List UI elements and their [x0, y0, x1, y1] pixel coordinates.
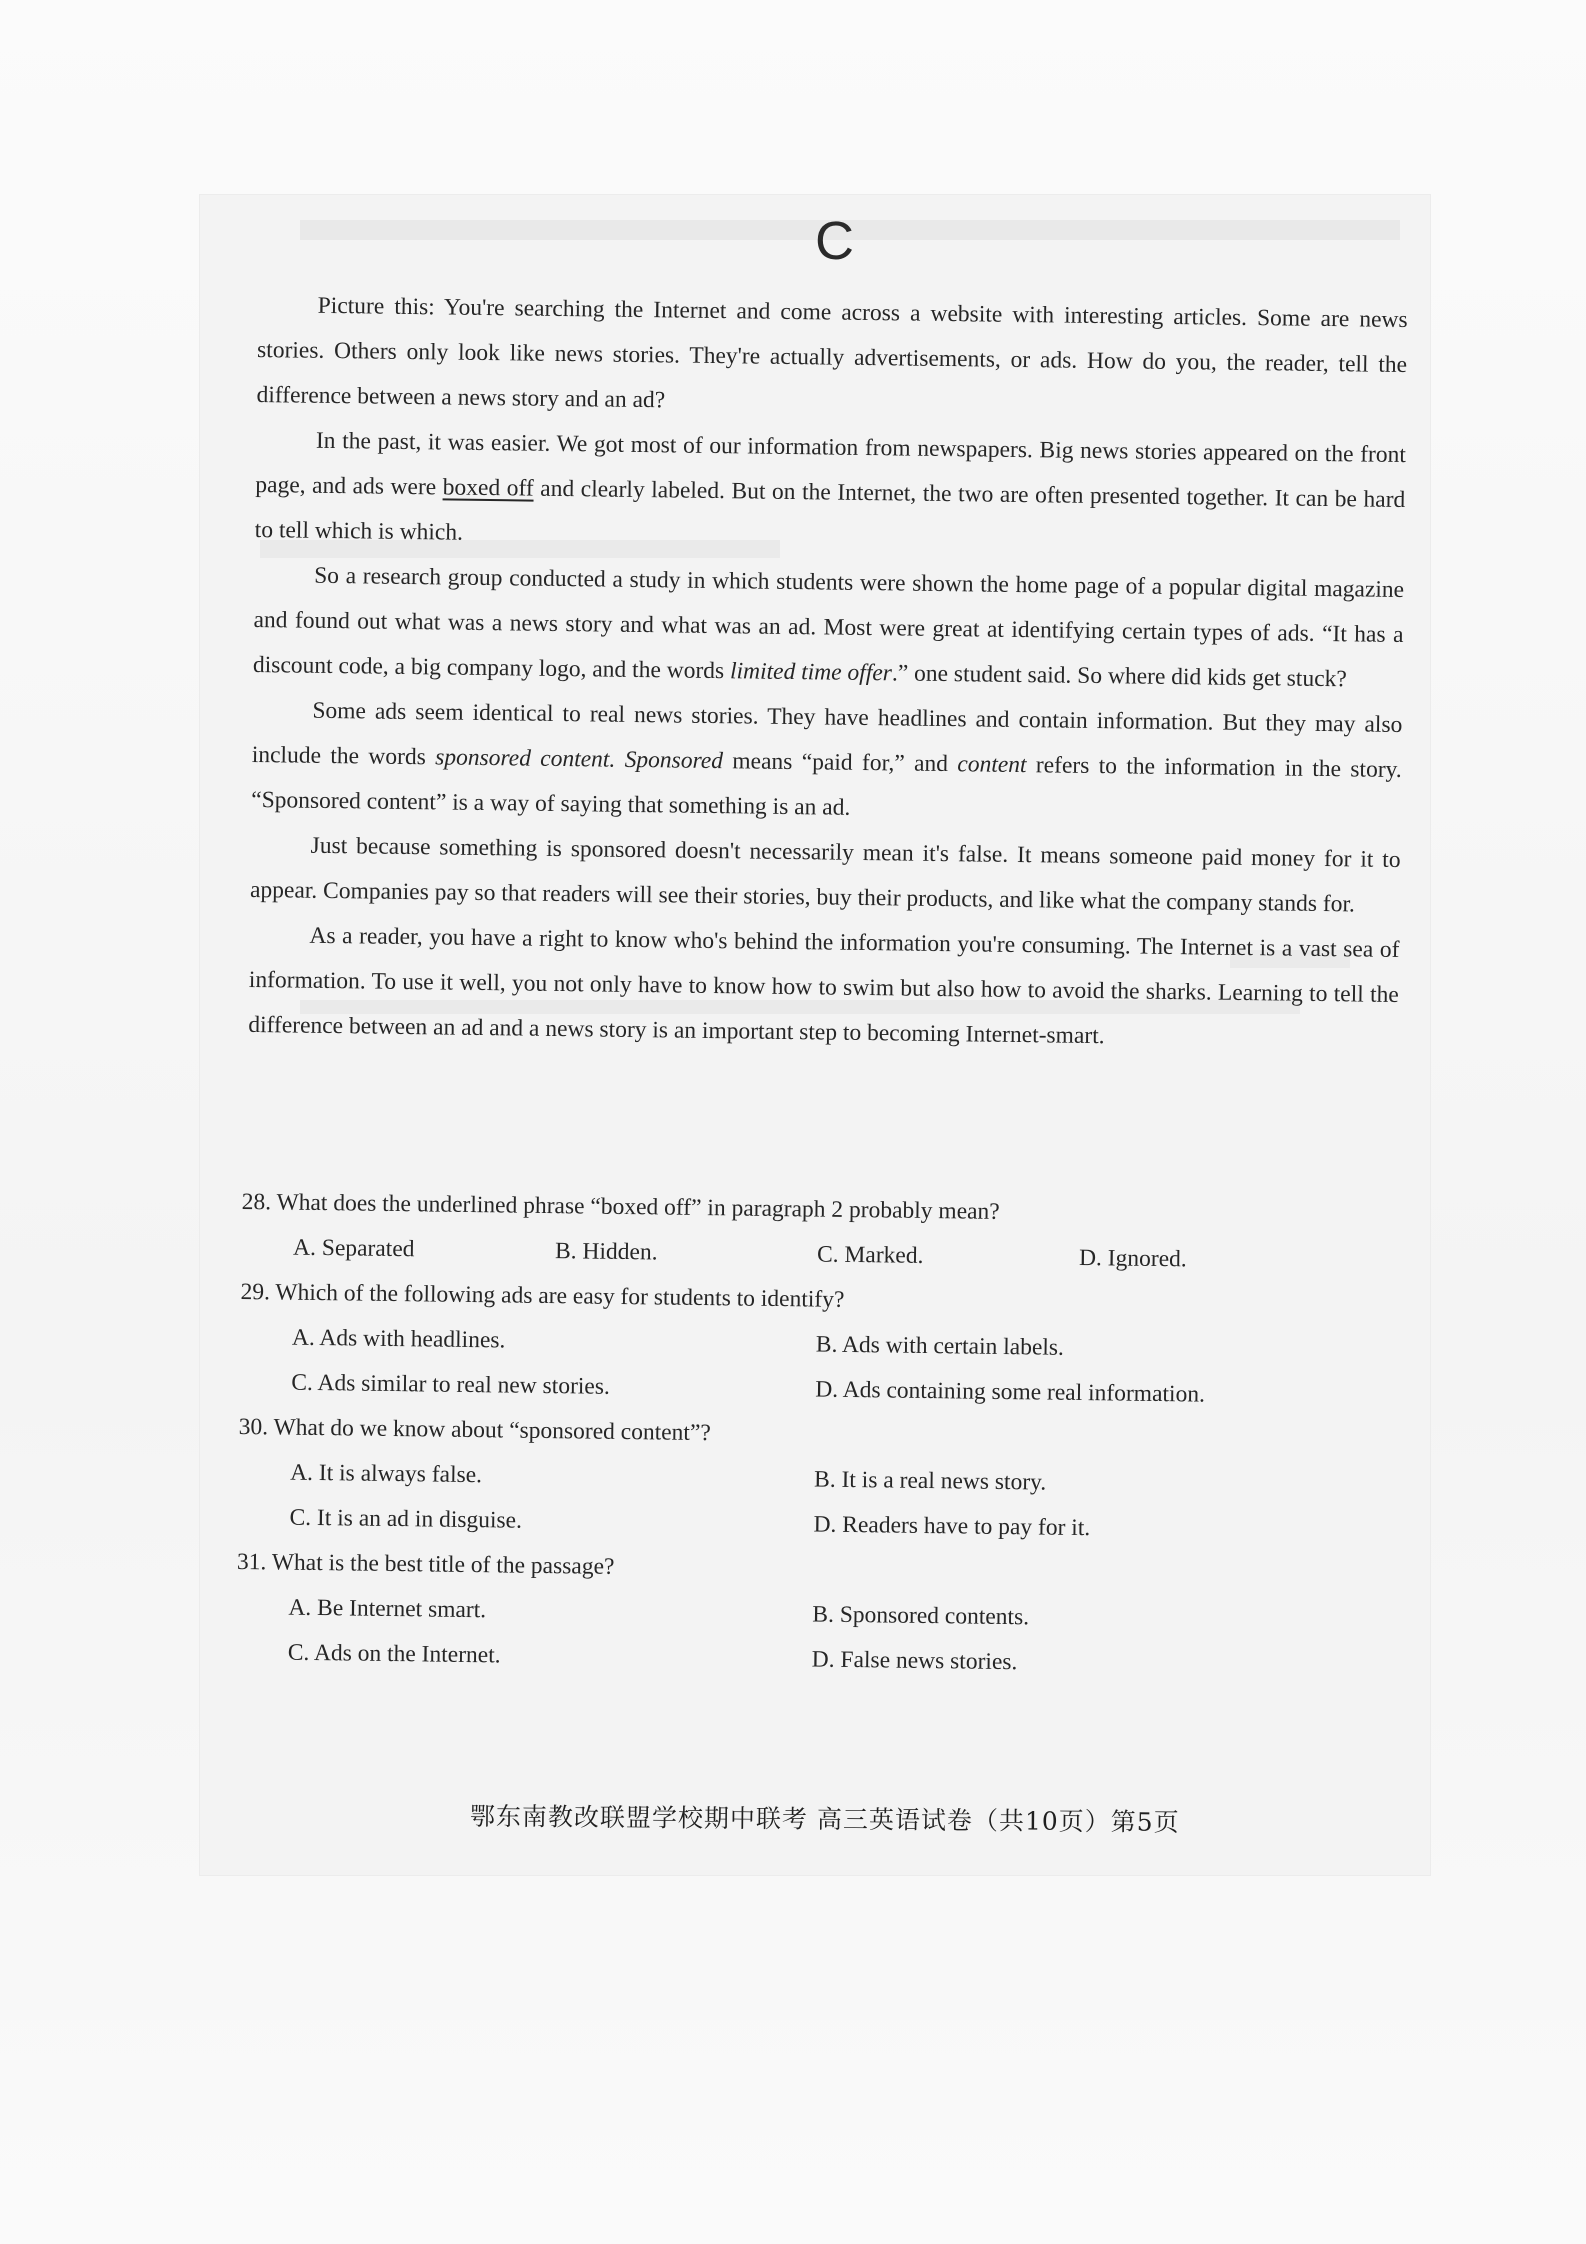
option-a: A. Be Internet smart.: [288, 1594, 487, 1624]
question-29: [239, 1270, 1341, 1419]
paragraph-text: So a research group conducted a study in which students were shown the home page of a popular digital magazine and found out what was a news story and what was an ad. Most were great at identifying certain types of ads. “It has a discount code, a big company logo, and the words: [252, 562, 1405, 685]
reading-passage: [248, 283, 1408, 1063]
paragraph-text: refers to the information in the story. “Sponsored content” is a way of saying that something is an ad.: [251, 752, 1402, 821]
option-d: D. Ads containing some real information.: [815, 1376, 1206, 1408]
italic-phrase: content: [957, 751, 1027, 779]
paragraph-5: [250, 823, 1401, 928]
question-stem: 30. What do we know about “sponsored content”?: [238, 1413, 711, 1447]
option-b: B. Sponsored contents.: [812, 1601, 1030, 1631]
paragraph-text: .” one student said. So where did kids get stuck?: [891, 660, 1347, 693]
paragraph-text: Some ads seem identical to real news stories. They have headlines and contain information. But they may also include the words: [251, 697, 1403, 771]
option-c: C. Ads similar to real new stories.: [291, 1369, 611, 1400]
question-31: [236, 1540, 1338, 1689]
paragraph-text: Just because something is sponsored doesn't necessarily mean it's false. It means someone paid money for it to appear. Companies pay so that readers will see their stories, buy their products, and like what the company stands for.: [249, 832, 1401, 918]
paragraph-2: [254, 418, 1406, 568]
question-28: [241, 1180, 1342, 1284]
section-heading: C: [815, 211, 854, 271]
question-stem: 31. What is the best title of the passage?: [236, 1548, 615, 1580]
paragraph-text: and clearly labeled. But on the Internet, the two are often presented together. It can be hard to tell which is which.: [254, 475, 1406, 546]
paragraph-text: In the past, it was easier. We got most of our information from newspapers. Big news stories appeared on the front page, and ads were: [255, 427, 1407, 501]
paragraph-text: As a reader, you have a right to know who's behind the information you're consuming. The Internet is a vast sea of information. To use it well, you not only have to know how to swim but also how to avoid the sharks. Learning to tell the difference between an ad and a news story is an important step to becoming Internet-smart.: [248, 922, 1400, 1050]
question-list: [236, 1180, 1342, 1689]
option-d: D. Ignored.: [1078, 1244, 1187, 1273]
paragraph-1: [256, 283, 1408, 433]
option-b: B. It is a real news story.: [813, 1466, 1047, 1496]
paragraph-text: Picture this: You're searching the Internet and come across a website with interesting articles. Some are news stories. Others only look like news stories. They're actually advertisements, or ads. How do you, the reader, tell the difference between a news story and an ad?: [256, 292, 1408, 414]
option-a: A. Ads with headlines.: [291, 1324, 506, 1354]
question-30: [237, 1405, 1339, 1554]
page-footer: 鄂东南教改联盟学校期中联考 高三英语试卷（共10页）第5页: [469, 1801, 1180, 1837]
option-a: A. It is always false.: [290, 1459, 483, 1489]
option-d: D. Readers have to pay for it.: [813, 1511, 1091, 1542]
question-stem: 28. What does the underlined phrase “boxed off” in paragraph 2 probably mean?: [241, 1188, 1000, 1225]
question-stem: 29. Which of the following ads are easy for students to identify?: [240, 1278, 845, 1313]
paragraph-3: [253, 553, 1405, 703]
paragraph-6: [248, 913, 1400, 1063]
option-d: D. False news stories.: [811, 1646, 1018, 1676]
option-c: C. It is an ad in disguise.: [289, 1504, 523, 1534]
paragraph-4: [251, 688, 1403, 838]
italic-phrase: limited time offer: [729, 658, 893, 687]
option-b: B. Hidden.: [554, 1238, 658, 1266]
italic-phrase: sponsored content. Sponsored: [435, 744, 724, 775]
option-b: B. Ads with certain labels.: [815, 1331, 1065, 1361]
underlined-phrase: boxed off: [442, 474, 534, 502]
option-c: C. Ads on the Internet.: [287, 1639, 501, 1669]
option-a: A. Separated: [292, 1234, 415, 1263]
paragraph-text: means “paid for,” and: [722, 748, 958, 778]
option-c: C. Marked.: [816, 1241, 924, 1269]
